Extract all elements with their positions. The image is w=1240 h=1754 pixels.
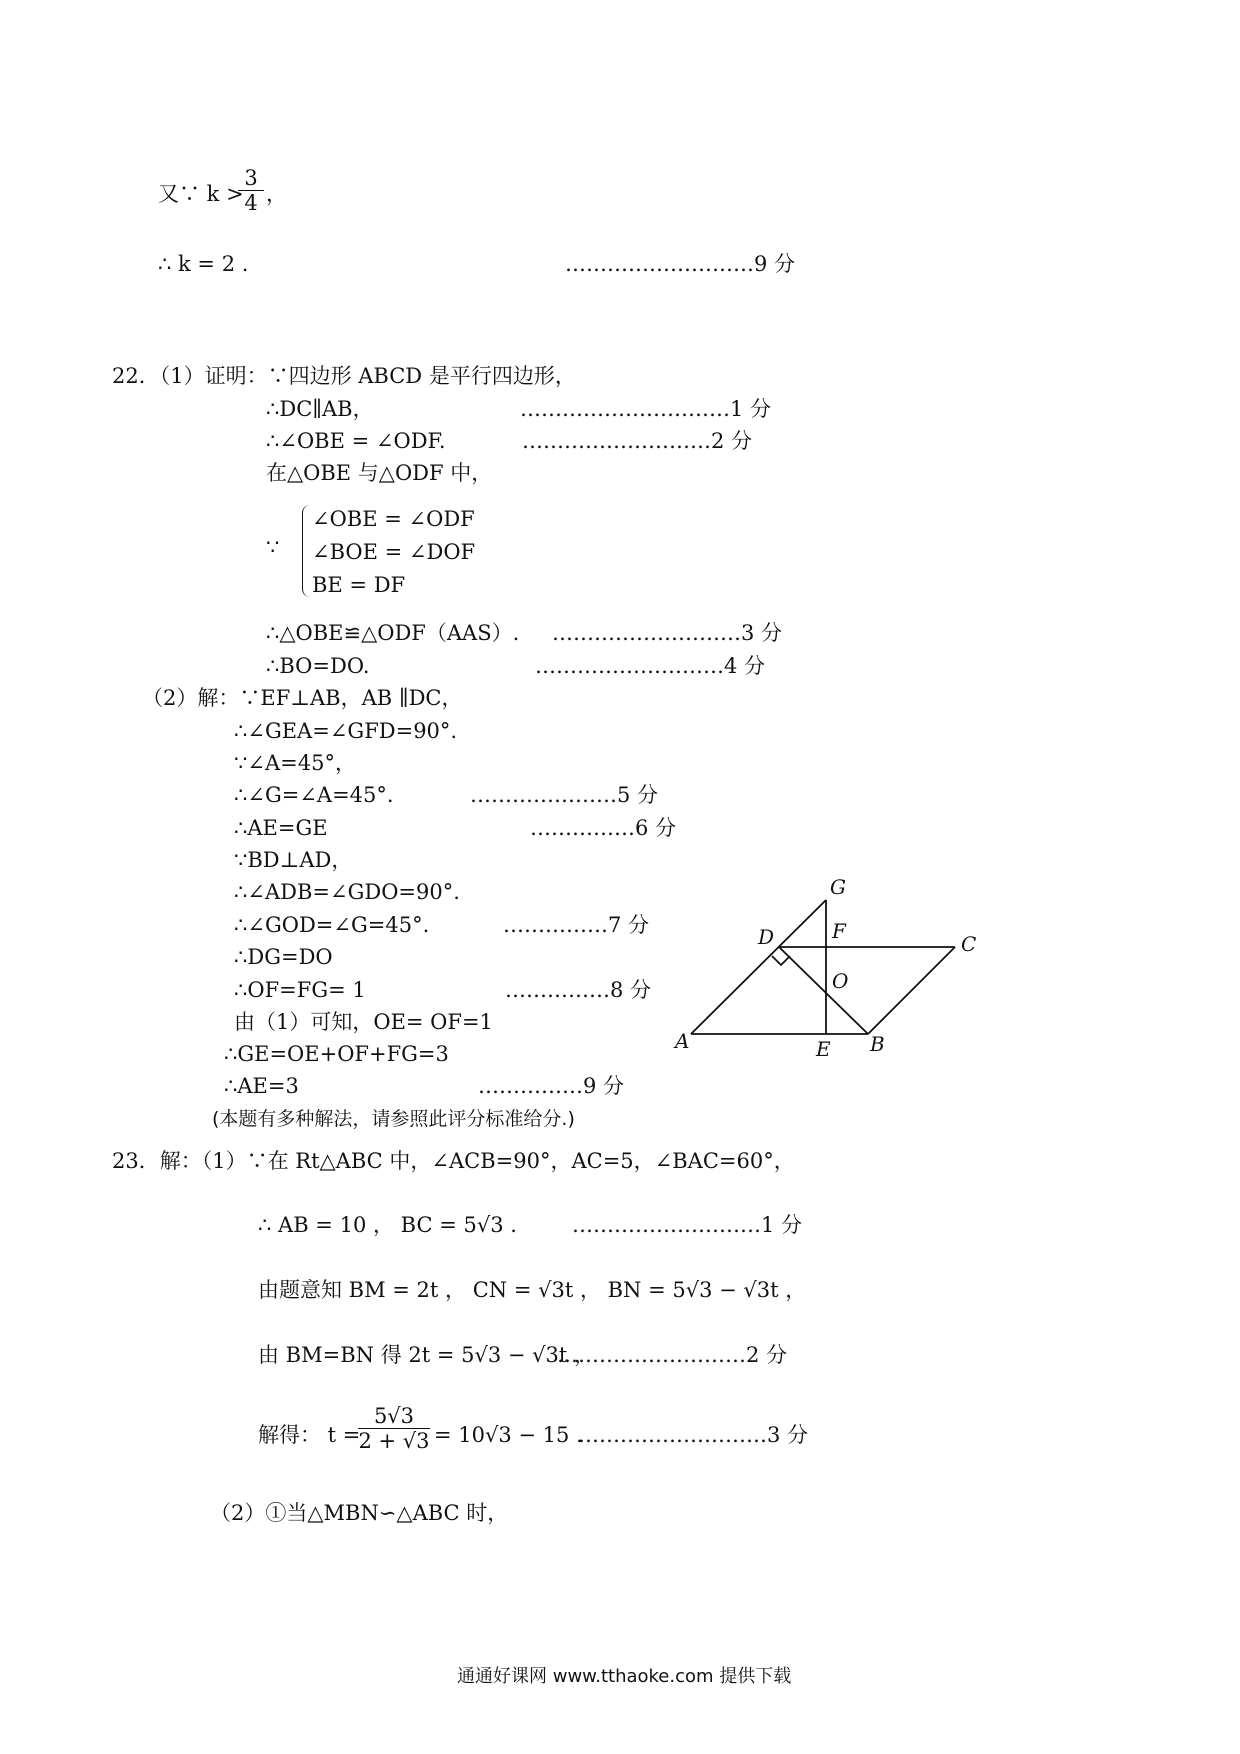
q23-heading: 23．解：（1）∵在 Rt△ABC 中，∠ACB=90°，AC=5，∠BAC=60°， (112, 1149, 795, 1173)
label-e: E (816, 1037, 831, 1061)
q22-part2-line-11: ∴GE=OE+OF+FG=3 (224, 1042, 449, 1066)
q23-fraction-numerator: 5√3 (373, 1404, 415, 1428)
q23-line-2: 由题意知 BM = 2t ， CN = √3t ， BN = 5√3 − √3t ， (258, 1278, 807, 1302)
q22-line-2-score: ………………………2 分 (522, 429, 753, 453)
q22-line-2: ∴∠OBE = ∠ODF. (266, 429, 446, 453)
q22-part2-line-4-score: ……………6 分 (530, 816, 677, 840)
top-line2: ∴ k = 2 . (158, 252, 249, 276)
label-o: O (832, 969, 849, 993)
line-bc (868, 947, 955, 1034)
q22-part2-line-3-score: …………………5 分 (470, 783, 659, 807)
q23-line-3-score: ………………………2 分 (557, 1343, 788, 1367)
label-f: F (832, 919, 846, 943)
q22-part2-line-3: ∴∠G=∠A=45°. (234, 783, 394, 807)
q23-line-5: （2）①当△MBN∽△ABC 时， (210, 1501, 509, 1525)
q23-line-4-score: ………………………3 分 (578, 1423, 809, 1447)
top-line1-suffix: ， (266, 182, 287, 206)
q22-part2-line-2: ∵∠A=45°， (234, 751, 356, 775)
q22-system-line-2: ∠BOE = ∠DOF (312, 540, 476, 564)
q22-part2-line-12: ∴AE=3 (224, 1074, 299, 1098)
label-g: G (830, 875, 846, 899)
label-c: C (961, 932, 977, 956)
q22-part2-line-10: 由（1）可知，OE= OF=1 (234, 1010, 493, 1034)
label-a: A (675, 1029, 690, 1053)
top-fraction-denominator: 4 (238, 190, 264, 215)
page-footer: 通通好课网 www.tthaoke.com 提供下载 (457, 1666, 792, 1687)
top-fraction-numerator: 3 (244, 166, 258, 190)
q22-part2-line-9-score: ……………8 分 (505, 978, 652, 1002)
q23-line-1: ∴ AB = 10 ， BC = 5√3 . (258, 1213, 517, 1237)
q22-after-line-1-score: ………………………3 分 (552, 621, 783, 645)
label-d: D (758, 925, 775, 949)
q22-after-line-2: ∴BO=DO. (266, 654, 370, 678)
q22-part2-line-9: ∴OF=FG= 1 (234, 978, 366, 1002)
q22-system-line-3: BE = DF (312, 573, 406, 597)
q23-line-4-prefix: 解得： t = (258, 1423, 361, 1447)
q22-part2-line-7-score: ……………7 分 (503, 913, 650, 937)
q23-line-4-suffix: = 10√3 − 15 . (434, 1423, 583, 1447)
q22-part2-heading: （2）解：∵EF⊥AB，AB ∥DC， (142, 686, 463, 710)
right-angle-mark (772, 956, 790, 965)
q22-because-symbol: ∵ (266, 535, 280, 559)
q22-line-3: 在△OBE 与△ODF 中， (266, 461, 493, 485)
line-ag (691, 900, 826, 1034)
top-line1 (158, 181, 244, 207)
q23-fraction-denominator: 2 + √3 (358, 1429, 430, 1453)
q22-part2-line-12-score: ……………9 分 (478, 1074, 625, 1098)
q23-line-3: 由 BM=BN 得 2t = 5√3 − √3t ， (258, 1343, 596, 1367)
q22-part2-line-4: ∴AE=GE (234, 816, 328, 840)
parallelogram-figure (670, 870, 990, 1070)
q22-heading: 22．（1）证明：∵四边形 ABCD 是平行四边形， (112, 364, 576, 388)
q22-part2-line-8: ∴DG=DO (234, 945, 333, 969)
q22-line-1: ∴DC∥AB， (266, 397, 374, 421)
q22-note: (本题有多种解法，请参照此评分标准给分.) (212, 1108, 575, 1130)
top-line2-score: ………………………9 分 (565, 252, 796, 276)
q22-after-line-1: ∴△OBE≌△ODF（AAS）. (266, 621, 520, 645)
q22-part2-line-7: ∴∠GOD=∠G=45°. (234, 913, 430, 937)
top-line1-prefix: 又∵ k > (158, 182, 244, 206)
q22-part2-line-1: ∴∠GEA=∠GFD=90°. (234, 719, 458, 743)
q23-fraction (358, 1404, 430, 1453)
q22-after-line-2-score: ………………………4 分 (535, 654, 766, 678)
q23-line-1-score: ………………………1 分 (572, 1213, 803, 1237)
top-fraction (238, 166, 264, 215)
label-b: B (870, 1032, 885, 1056)
q22-system-brace (302, 505, 311, 597)
q22-line-1-score: …………………………1 分 (520, 397, 772, 421)
q22-part2-line-5: ∵BD⊥AD， (234, 848, 353, 872)
q22-part2-line-6: ∴∠ADB=∠GDO=90°. (234, 880, 460, 904)
q22-system-line-1: ∠OBE = ∠ODF (312, 507, 475, 531)
line-db (779, 947, 868, 1034)
